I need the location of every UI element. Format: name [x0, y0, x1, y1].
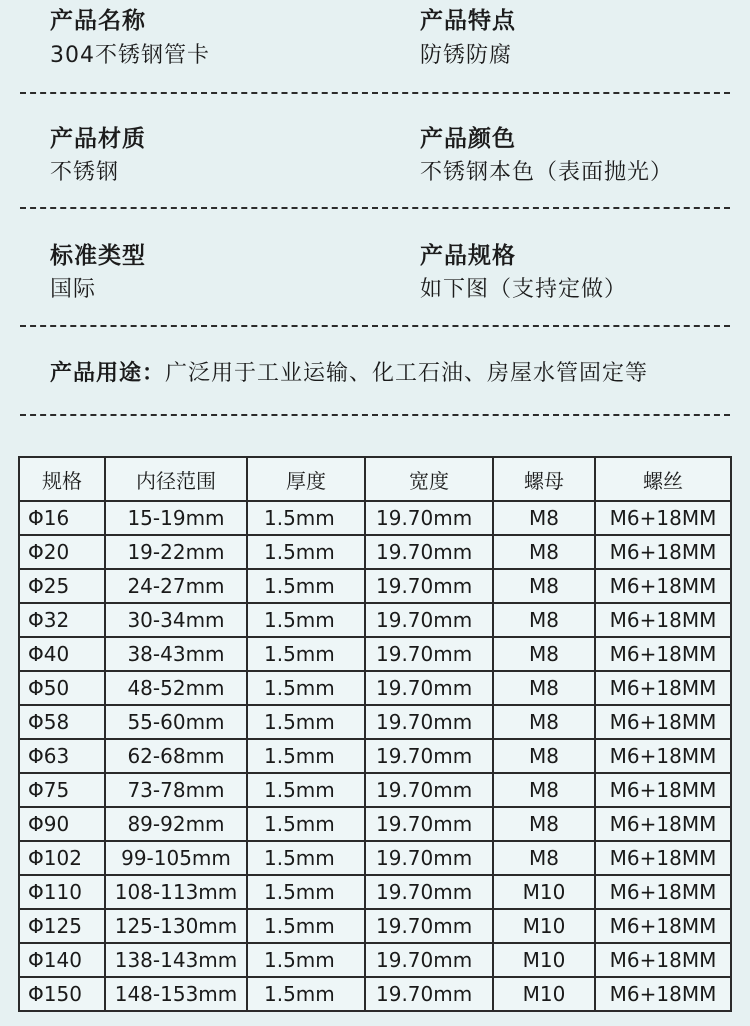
divider [20, 92, 730, 94]
product-feature-value: 防锈防腐 [420, 43, 513, 68]
cell-screw: M6+18MM [595, 671, 731, 705]
cell-nut: M10 [493, 977, 595, 1011]
cell-inner-diameter: 125-130mm [105, 909, 247, 943]
cell-inner-diameter: 55-60mm [105, 705, 247, 739]
cell-width: 19.70mm [365, 569, 493, 603]
header-spec: 规格 [19, 457, 105, 501]
usage-label: 产品用途： [50, 361, 166, 386]
cell-screw: M6+18MM [595, 875, 731, 909]
cell-width: 19.70mm [365, 841, 493, 875]
table-row [19, 535, 731, 569]
cell-width: 19.70mm [365, 773, 493, 807]
product-color-label: 产品颜色 [420, 126, 516, 152]
header-screw: 螺丝 [595, 457, 731, 501]
cell-screw: M6+18MM [595, 501, 731, 535]
cell-inner-diameter: 24-27mm [105, 569, 247, 603]
cell-screw: M6+18MM [595, 773, 731, 807]
cell-nut: M10 [493, 875, 595, 909]
table-row [19, 671, 731, 705]
cell-width: 19.70mm [365, 671, 493, 705]
cell-inner-diameter: 19-22mm [105, 535, 247, 569]
cell-thickness: 1.5mm [247, 569, 365, 603]
cell-spec: Φ40 [19, 637, 105, 671]
cell-thickness: 1.5mm [247, 603, 365, 637]
cell-width: 19.70mm [365, 909, 493, 943]
cell-thickness: 1.5mm [247, 909, 365, 943]
table-row [19, 875, 731, 909]
cell-inner-diameter: 138-143mm [105, 943, 247, 977]
cell-spec: Φ75 [19, 773, 105, 807]
cell-nut: M8 [493, 569, 595, 603]
cell-screw: M6+18MM [595, 637, 731, 671]
table-body [19, 501, 731, 1011]
cell-width: 19.70mm [365, 875, 493, 909]
cell-screw: M6+18MM [595, 535, 731, 569]
cell-spec: Φ102 [19, 841, 105, 875]
product-name-value: 304不锈钢管卡 [50, 43, 210, 68]
cell-spec: Φ58 [19, 705, 105, 739]
table-row [19, 943, 731, 977]
cell-width: 19.70mm [365, 943, 493, 977]
cell-width: 19.70mm [365, 637, 493, 671]
usage-text: 广泛用于工业运输、化工石油、房屋水管固定等 [165, 361, 649, 386]
cell-spec: Φ125 [19, 909, 105, 943]
header-thickness: 厚度 [247, 457, 365, 501]
cell-nut: M8 [493, 637, 595, 671]
cell-screw: M6+18MM [595, 909, 731, 943]
cell-nut: M8 [493, 739, 595, 773]
cell-screw: M6+18MM [595, 807, 731, 841]
cell-screw: M6+18MM [595, 569, 731, 603]
cell-inner-diameter: 30-34mm [105, 603, 247, 637]
header-nut: 螺母 [493, 457, 595, 501]
cell-screw: M6+18MM [595, 943, 731, 977]
product-material-value: 不锈钢 [50, 160, 120, 185]
table-row [19, 603, 731, 637]
cell-nut: M8 [493, 501, 595, 535]
product-color-value: 不锈钢本色（表面抛光） [420, 160, 674, 185]
cell-inner-diameter: 73-78mm [105, 773, 247, 807]
table-row [19, 841, 731, 875]
cell-nut: M10 [493, 943, 595, 977]
cell-inner-diameter: 38-43mm [105, 637, 247, 671]
cell-nut: M8 [493, 841, 595, 875]
header-inner-diameter: 内径范围 [105, 457, 247, 501]
table-row [19, 501, 731, 535]
cell-thickness: 1.5mm [247, 705, 365, 739]
cell-spec: Φ110 [19, 875, 105, 909]
cell-thickness: 1.5mm [247, 875, 365, 909]
product-usage [50, 356, 648, 387]
cell-inner-diameter: 15-19mm [105, 501, 247, 535]
cell-nut: M10 [493, 909, 595, 943]
table-header-row [19, 457, 731, 501]
product-material-label: 产品材质 [50, 126, 146, 152]
cell-thickness: 1.5mm [247, 807, 365, 841]
cell-spec: Φ90 [19, 807, 105, 841]
cell-screw: M6+18MM [595, 841, 731, 875]
cell-screw: M6+18MM [595, 705, 731, 739]
cell-spec: Φ16 [19, 501, 105, 535]
cell-width: 19.70mm [365, 807, 493, 841]
cell-width: 19.70mm [365, 535, 493, 569]
cell-thickness: 1.5mm [247, 977, 365, 1011]
standard-type-label: 标准类型 [50, 243, 146, 269]
product-feature-label: 产品特点 [420, 8, 516, 34]
cell-nut: M8 [493, 535, 595, 569]
cell-spec: Φ63 [19, 739, 105, 773]
cell-width: 19.70mm [365, 977, 493, 1011]
cell-inner-diameter: 48-52mm [105, 671, 247, 705]
cell-spec: Φ25 [19, 569, 105, 603]
divider [20, 325, 730, 327]
cell-nut: M8 [493, 807, 595, 841]
cell-spec: Φ140 [19, 943, 105, 977]
cell-thickness: 1.5mm [247, 773, 365, 807]
cell-width: 19.70mm [365, 705, 493, 739]
cell-inner-diameter: 62-68mm [105, 739, 247, 773]
cell-spec: Φ150 [19, 977, 105, 1011]
table-row [19, 909, 731, 943]
cell-inner-diameter: 89-92mm [105, 807, 247, 841]
cell-spec: Φ50 [19, 671, 105, 705]
divider [20, 414, 730, 416]
cell-nut: M8 [493, 671, 595, 705]
cell-thickness: 1.5mm [247, 535, 365, 569]
table-row [19, 977, 731, 1011]
cell-screw: M6+18MM [595, 977, 731, 1011]
cell-width: 19.70mm [365, 501, 493, 535]
cell-thickness: 1.5mm [247, 671, 365, 705]
cell-inner-diameter: 148-153mm [105, 977, 247, 1011]
table-row [19, 705, 731, 739]
table-row [19, 637, 731, 671]
cell-thickness: 1.5mm [247, 501, 365, 535]
cell-inner-diameter: 108-113mm [105, 875, 247, 909]
product-spec-label: 产品规格 [420, 243, 516, 269]
cell-thickness: 1.5mm [247, 637, 365, 671]
cell-thickness: 1.5mm [247, 739, 365, 773]
cell-width: 19.70mm [365, 739, 493, 773]
cell-nut: M8 [493, 773, 595, 807]
cell-nut: M8 [493, 705, 595, 739]
divider [20, 207, 730, 209]
cell-nut: M8 [493, 603, 595, 637]
table-row [19, 569, 731, 603]
table-row [19, 773, 731, 807]
table-row [19, 807, 731, 841]
product-spec-value: 如下图（支持定做） [420, 277, 628, 302]
product-name-label: 产品名称 [50, 8, 146, 34]
cell-thickness: 1.5mm [247, 841, 365, 875]
spec-table [18, 456, 732, 1012]
cell-spec: Φ20 [19, 535, 105, 569]
table-row [19, 739, 731, 773]
cell-thickness: 1.5mm [247, 943, 365, 977]
cell-screw: M6+18MM [595, 739, 731, 773]
standard-type-value: 国际 [50, 277, 97, 302]
cell-inner-diameter: 99-105mm [105, 841, 247, 875]
cell-spec: Φ32 [19, 603, 105, 637]
cell-width: 19.70mm [365, 603, 493, 637]
cell-screw: M6+18MM [595, 603, 731, 637]
header-width: 宽度 [365, 457, 493, 501]
